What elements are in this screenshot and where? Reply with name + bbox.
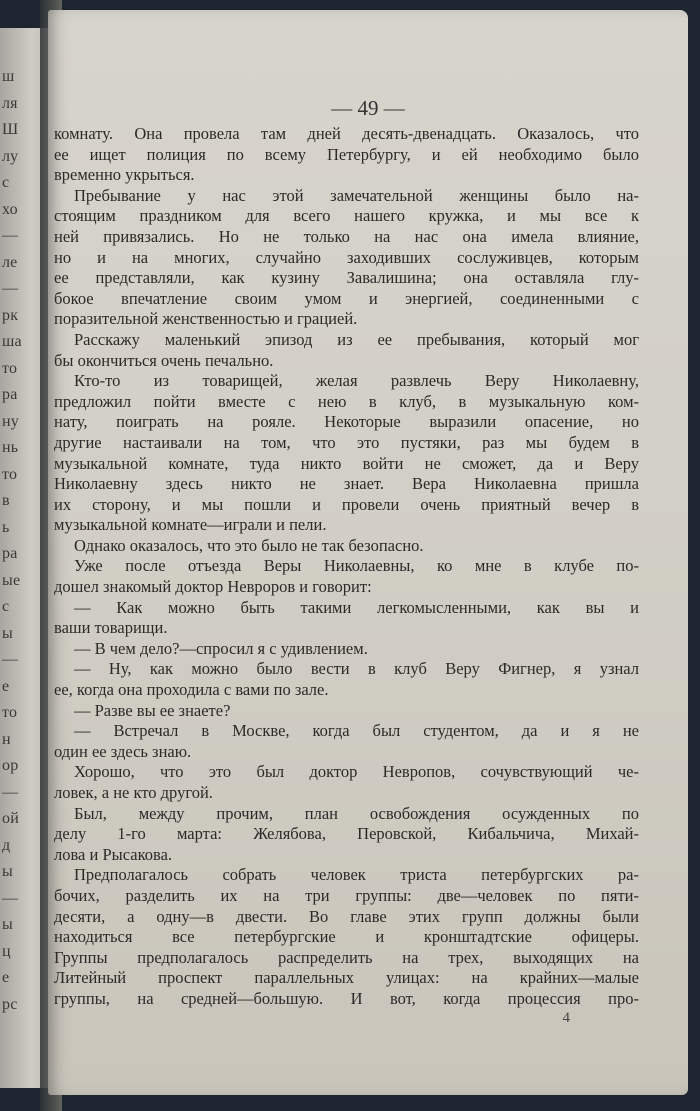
text-line: — Встречал в Москве, когда был студентом, да и я не — [74, 721, 639, 741]
text-line: нату, поиграть на рояле. Некоторые выразили опасение, но — [54, 412, 639, 432]
left-page-fragment: ле — [2, 253, 18, 271]
left-page-fragment: Ш — [2, 121, 19, 138]
text-line: — Ну, как можно было вести в клуб Веру Фигнер, я узнал — [74, 659, 639, 679]
left-page-fragment: хо — [2, 200, 18, 218]
text-line: Уже после отъезда Веры Николаевны, ко мне в клубе по- — [74, 556, 639, 576]
left-page-fragment: ой — [2, 810, 19, 827]
left-page-fragment: ц — [2, 942, 11, 960]
text-line: комнату. Она провела там дней десять-двенадцать. Оказалось, что — [54, 124, 639, 143]
left-page-fragment: ы — [2, 863, 13, 880]
text-line: десяти, а одну—в двести. Во главе этих групп должны были — [54, 906, 639, 926]
left-page-fragment: ра — [2, 545, 18, 562]
text-line: предложил пойти вместе с нею в клуб, в музыкальную ком- — [54, 391, 639, 411]
left-page-fragment: н — [2, 730, 11, 748]
text-line: ее представляли, как кузину Завалишина; она оставляла глу- — [54, 268, 639, 288]
left-page-fragment: ша — [2, 333, 22, 350]
left-page-fragment: ор — [2, 757, 19, 774]
text-line: группы, на средней—большую. И вот, когда процессия про- — [54, 988, 639, 1008]
left-page-fragment: — — [2, 280, 19, 297]
left-page-fragment: ы — [2, 916, 13, 933]
text-line: лова и Рысакова. — [54, 844, 173, 864]
left-page-fragment: то — [2, 359, 18, 377]
left-page-fragment: — — [2, 783, 19, 801]
left-page-fragment: ые — [2, 571, 21, 589]
text-line: — Как можно быть такими легкомысленными, как вы и — [74, 597, 639, 617]
text-line: — Разве вы ее знаете? — [74, 700, 231, 720]
left-page-fragment: рк — [2, 306, 19, 324]
text-line: ее ищет полиция по всему Петербургу, и ей необходимо было — [54, 144, 639, 164]
text-line: бокое впечатление своим умом и энергией, соединенными с — [54, 288, 639, 308]
left-page-fragment: ш — [2, 68, 15, 85]
text-line: музыкальной комнате—играли и пели. — [54, 515, 327, 535]
text-line: один ее здесь знаю. — [54, 741, 192, 761]
left-page-fragment: нь — [2, 439, 19, 456]
left-page-fragment: е — [2, 969, 10, 986]
text-line: ее, когда она проходила с вами по зале. — [54, 680, 329, 700]
text-line: Хорошо, что это был доктор Невропов, сочувствующий че- — [74, 762, 639, 782]
left-page-fragment: д — [2, 836, 11, 854]
left-page-fragment: рс — [2, 995, 18, 1013]
left-page-fragment: ля — [2, 94, 18, 112]
text-line: делу 1-го марта: Желябова, Перовской, Кибальчича, Михай- — [54, 824, 639, 844]
left-page-fragment: лу — [2, 147, 19, 165]
text-line: Кто-то из товарищей, желая развлечь Веру Николаевну, — [74, 371, 639, 391]
left-page-fragment: ра — [2, 386, 18, 403]
left-page-fragment: е — [2, 677, 10, 695]
text-line: ваши товарищи. — [54, 618, 168, 638]
text-line: Николаевну здесь никто не знает. Вера Николаевна пришла — [54, 474, 639, 494]
left-page-fragment: то — [2, 465, 18, 483]
left-page-fragment: с — [2, 174, 10, 191]
left-page-fragment: — — [2, 651, 19, 668]
text-line: поразительной женственностью и грацией. — [54, 309, 358, 329]
left-page-fragment: — — [2, 227, 19, 244]
text-line: Предполагалось собрать человек триста петербургских ра- — [74, 865, 639, 885]
text-line: Группы предполагалось распределить на трех, выходящих на — [54, 947, 639, 967]
left-page-fragment: ь — [2, 518, 10, 536]
text-line: ловек, а не кто другой. — [54, 783, 213, 802]
text-line: их сторону, и мы пошли и провели очень приятный вечер в — [54, 494, 639, 514]
left-page-fragment: с — [2, 598, 10, 615]
signature-mark: 4 — [562, 1010, 570, 1026]
left-page-fragment: ну — [2, 412, 19, 430]
text-line: другие настаивали на том, что это пустяки, раз мы будем в — [54, 432, 639, 452]
text-line: — В чем дело?—спросил я с удивлением. — [74, 638, 368, 658]
left-page-fragment: — — [2, 889, 19, 907]
text-line: находиться все петербургские и кронштадтские офицеры. — [54, 927, 639, 947]
text-line: Пребывание у нас этой замечательной женщины было на- — [74, 185, 639, 205]
text-line: Литейный проспект параллельных улицах: на крайних—малые — [54, 968, 639, 988]
text-line: Расскажу маленький эпизод из ее пребывания, который мог — [74, 329, 639, 349]
text-line: но и на многих, случайно заходивших сослуживцев, которым — [54, 247, 639, 267]
text-line: стоящим праздником для всего нашего кружка, и мы все к — [54, 206, 639, 226]
text-line: бочих, разделить их на три группы: две—человек по пяти- — [54, 885, 639, 905]
text-line: Был, между прочим, план освобождения осужденных по — [74, 803, 639, 823]
text-line: временно укрыться. — [54, 165, 195, 185]
text-line: бы окончиться очень печально. — [54, 350, 274, 370]
left-page-fragment: в — [2, 492, 10, 509]
text-line: музыкальной комнате, туда никто войти не сможет, да и Веру — [54, 453, 639, 473]
left-page-fragment: то — [2, 704, 18, 721]
page-number-header: — 49 — — [331, 96, 405, 120]
book-page — [48, 10, 688, 1095]
page-text-body — [54, 124, 639, 1010]
left-page-fragment: ы — [2, 624, 13, 642]
text-line: ней привязались. Но не только на нас она имела влияние, — [54, 226, 639, 246]
text-line: дошел знакомый доктор Неврopoв и говорит: — [54, 577, 372, 597]
text-line: Однако оказалось, что это было не так безопасно. — [74, 535, 424, 555]
